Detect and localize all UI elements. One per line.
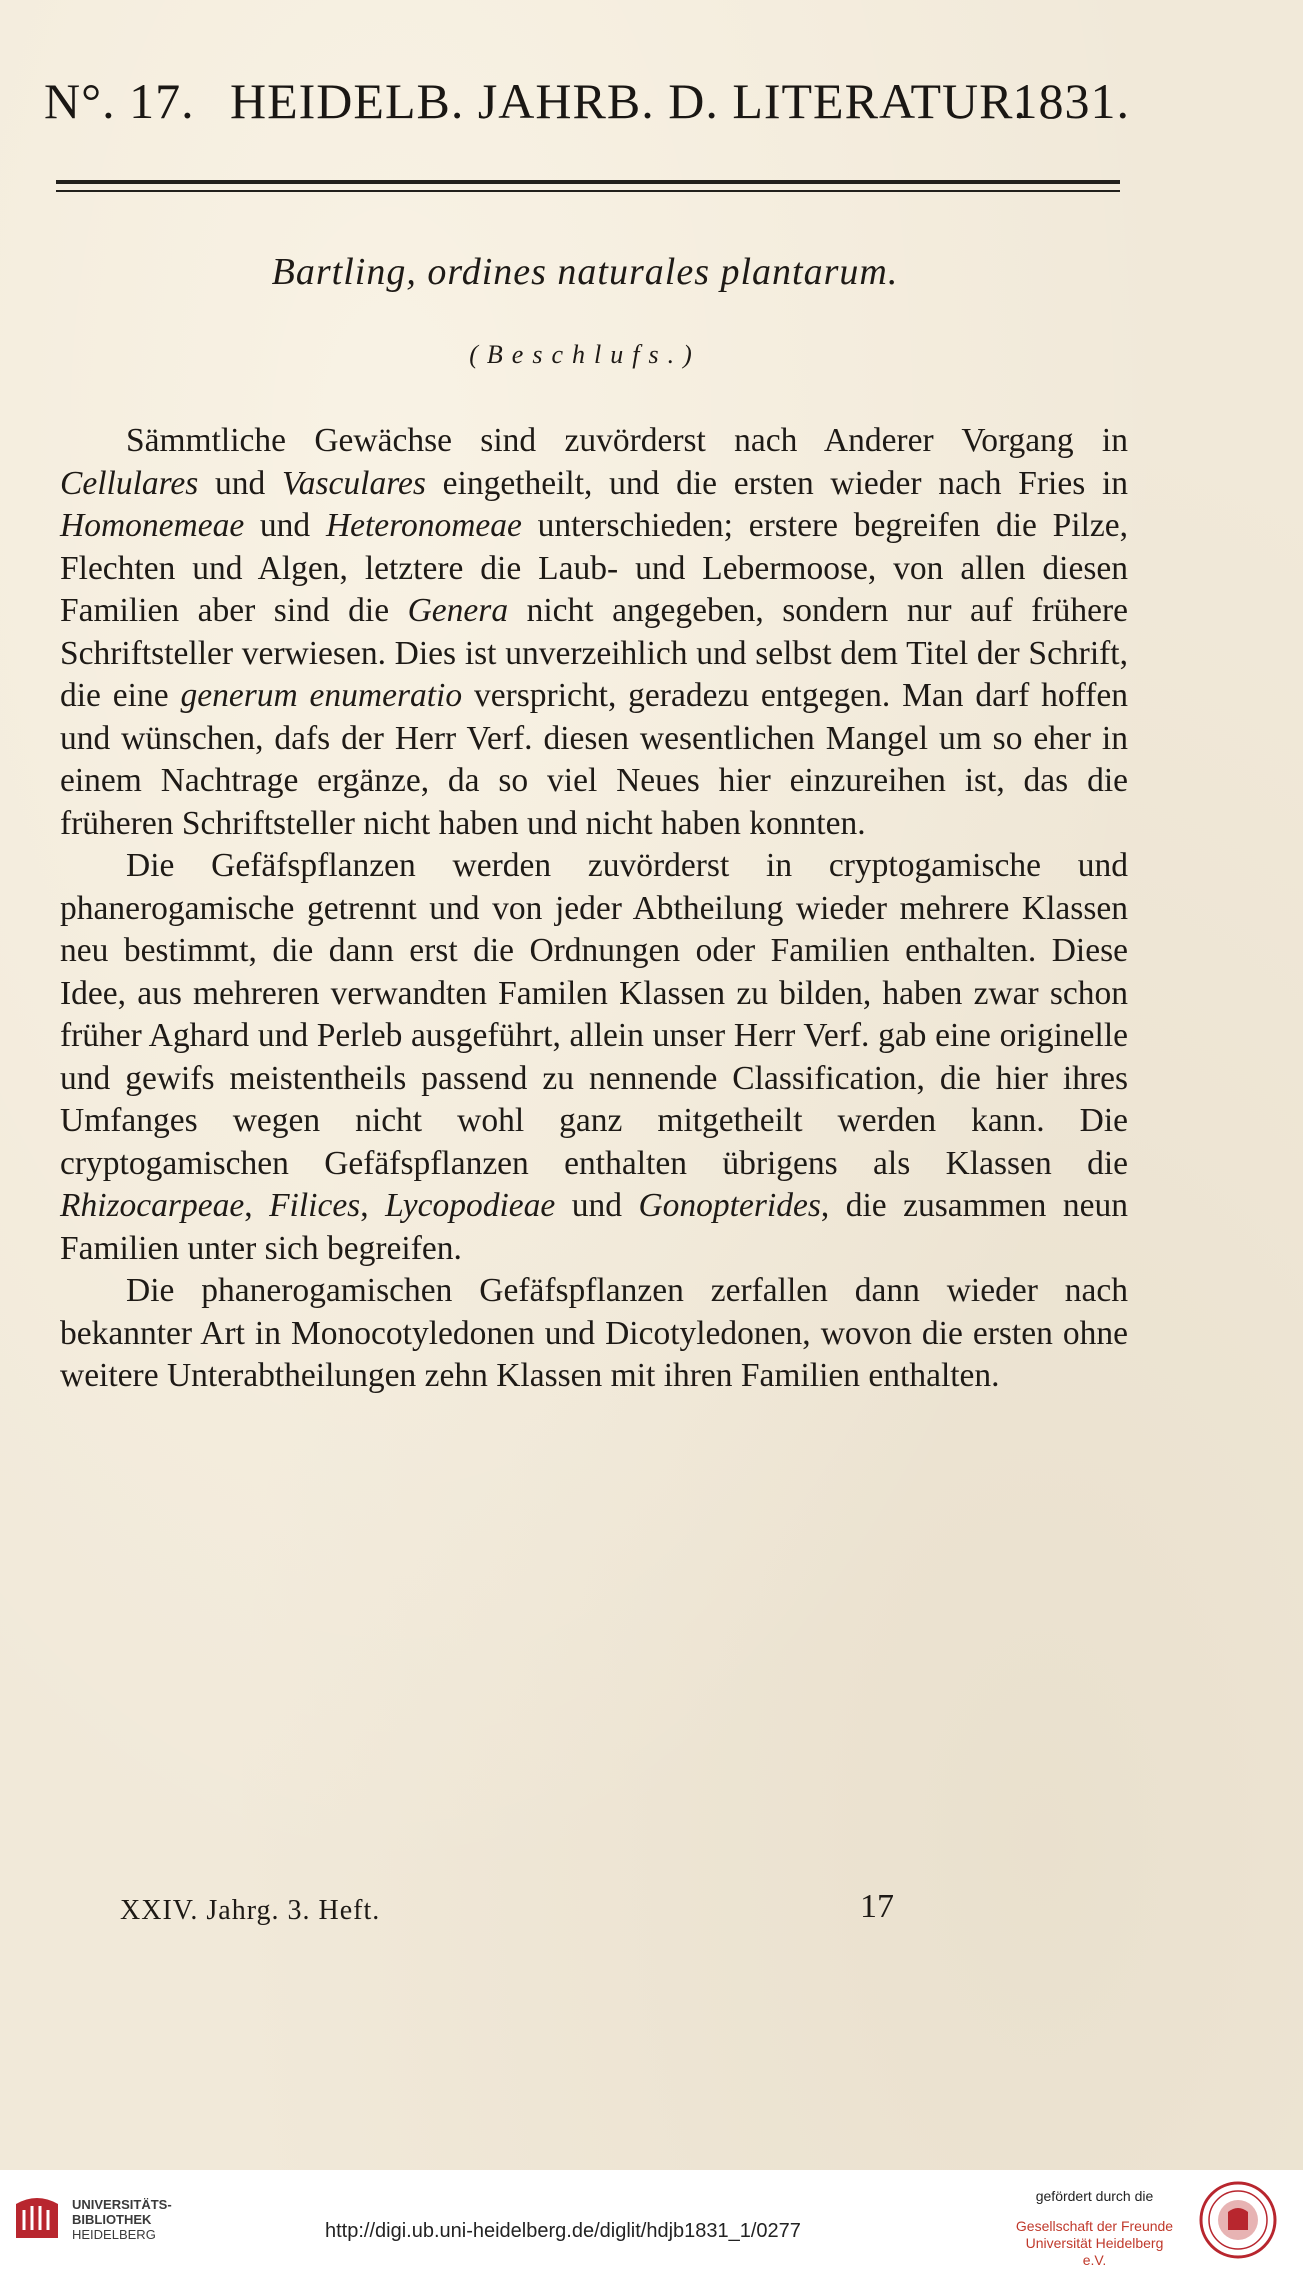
text-run: und: [198, 464, 283, 502]
paragraph: [60, 1270, 1128, 1398]
text-run: Sämmtliche Gewächse sind zuvörderst nach Anderer Vorgang in: [126, 422, 1128, 459]
library-logo-icon: [10, 2190, 64, 2244]
body-text: [60, 420, 1128, 1398]
journal-year: 1831.: [1012, 73, 1130, 129]
sheet-number: 17: [860, 1888, 894, 1925]
text-run: ,: [244, 1187, 270, 1224]
paragraph: [60, 845, 1128, 1270]
text-run: verspricht, geradezu entgegen. Man darf hoffen und wünschen, dafs der Herr Verf. diesen wesentlichen Mangel um so eher in einem Nachtrage ergänze, da so viel Neues hier einzureihen ist, das die früheren Schriftsteller nicht haben und nicht haben konnten.: [60, 677, 1128, 842]
paragraph: [60, 420, 1128, 845]
italic-term: Homonemeae: [60, 507, 245, 544]
signature-mark: XXIV. Jahrg. 3. Heft.: [120, 1895, 381, 1926]
italic-term: Rhizocarpeae: [60, 1187, 245, 1224]
library-name: UNIVERSITÄTS- BIBLIOTHEK HEIDELBERG: [72, 2197, 172, 2242]
italic-term: generum enumeratio: [180, 677, 463, 714]
university-seal-icon: [1198, 2180, 1278, 2260]
journal-title: HEIDELB. JAHRB. D. LITERATUR.: [230, 73, 1028, 129]
sponsor-block: gefördert durch die Gesellschaft der Freunde Universität Heidelberg e.V.: [1015, 2188, 1174, 2268]
source-url[interactable]: http://digi.ub.uni-heidelberg.de/diglit/hdjb1831_1/0277: [325, 2220, 801, 2242]
italic-term: Heteronomeae: [325, 507, 522, 544]
italic-term: Gonopterides: [638, 1187, 821, 1224]
header-rule-thin: [56, 190, 1120, 192]
article-title: Bartling, ordines naturales plantarum.: [271, 251, 899, 293]
italic-term: Genera: [407, 592, 509, 629]
italic-term: Vasculares: [282, 464, 426, 502]
italic-term: Filices: [269, 1187, 361, 1224]
text-run: eingetheilt, und die ersten wieder nach Fries in: [425, 464, 1128, 502]
italic-term: Cellulares: [60, 464, 199, 502]
article-subtitle: (Beschlufs.): [469, 340, 701, 369]
text-run: ,: [360, 1187, 386, 1224]
text-run: Die phanerogamischen Gefäfspflanzen zerfallen dann wieder nach bekannter Art in Monocotyledonen und Dicotyledonen, wovon die ersten ohne weitere Unterabtheilungen zehn Klassen mit ihren Familien enthalten.: [60, 1272, 1128, 1394]
text-run: unterschieden; erstere begreifen die Pilze, Flechten und Algen, letztere die Laub- und Lebermoose, von allen diesen Familien aber sind die: [60, 507, 1128, 629]
digitization-bar: [0, 2170, 1303, 2268]
text-run: und: [244, 507, 326, 544]
italic-term: Lycopodieae: [385, 1187, 556, 1224]
text-run: , die zusammen neun Familien unter sich begreifen.: [60, 1187, 1128, 1267]
text-run: nicht angegeben, sondern nur auf frühere Schriftsteller verwiesen. Dies ist unverzeihlich und selbst dem Titel der Schrift, die eine: [60, 592, 1128, 714]
text-run: Die Gefäfspflanzen werden zuvörderst in cryptogamische und phanerogamische getrennt und von jeder Abtheilung wieder mehrere Klassen neu bestimmt, die dann erst die Ordnungen oder Familien enthalten. Diese Idee, aus mehreren verwandten Familen Klassen zu bilden, haben zwar schon früher Aghard und Perleb ausgeführt, allein unser Herr Verf. gab eine originelle und gewifs meistentheils passend zu nennende Classification, die hier ihres Umfanges wegen nicht wohl ganz mitgetheilt werden kann. Die cryptogamischen Gefäfspflanzen enthalten übrigens als Klassen die: [60, 847, 1128, 1182]
header-rule-thick: [56, 180, 1120, 184]
text-run: und: [555, 1187, 639, 1224]
running-header: [40, 66, 1130, 146]
issue-number: N°. 17.: [44, 73, 195, 129]
